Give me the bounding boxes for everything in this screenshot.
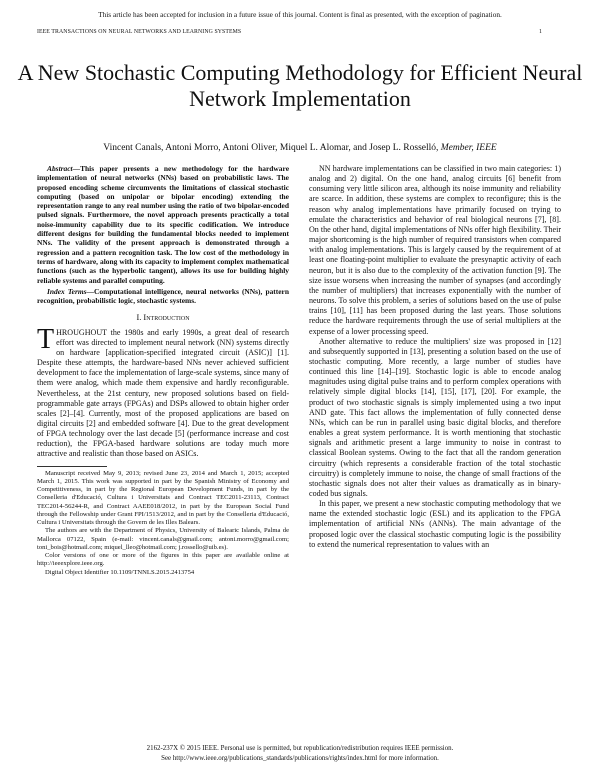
right-column — [309, 164, 561, 550]
footnote-divider — [37, 466, 107, 467]
intro-paragraph — [37, 323, 289, 460]
index-terms-label: Index Terms— — [47, 286, 94, 296]
permissions-line: See http://www.ieee.org/publications_standards/publications/rights/index.html for more information. — [161, 755, 439, 762]
index-terms-text: Computational intelligence, neural networks (NNs), pattern recognition, probabilistic logic, stochastic systems. — [37, 286, 289, 306]
author-names: Vincent Canals, Antoni Morro, Antoni Oliver, Miquel L. Alomar, and Josep L. Rosselló, — [103, 143, 439, 153]
paper-title: A New Stochastic Computing Methodology for Efficient Neural Network Implementation — [17, 60, 583, 111]
footnote-color: Color versions of one or more of the figures in this paper are available online at http://ieeexplore.ieee.org. — [37, 552, 289, 568]
author-list — [0, 143, 600, 153]
author-membership: Member, IEEE — [440, 143, 497, 153]
index-terms — [37, 287, 289, 306]
footnote-affiliation: The authors are with the Department of Physics, University of Balearic Islands, Palma de Mallorca 07122, Spain (e-mail: vincent.canals@gmail.com; antoni.morro@gmail.com; toni_bois@hotmail.com; miquel_lleo@hotmail.com; j.rossello@uib.es). — [37, 527, 289, 551]
body-paragraph: NN hardware implementations can be classified in two main categories: 1) analog and 2) digital. On the one hand, analog circuits [6] benefit from consuming very little silicon area, although its noise immunity and reliability are scarce. In addition, these systems are complex to reconfigure; this is the reason why analog implementations have primarily focused on trying to emulate the characteristics and behavior of real biological neurons [7], [8]. On the other hand, digital implementations of NNs offer high flexibility. Their major shortcoming is the high number of required transistors when compared with analog implementations. This is largely caused by the requirement of at least one floating-point multiplier to evaluate the presynaptic activity of each neuron, but it is also due to the complexity of the activation function [9]. The size issue worsens when increasing the number of synapses (and accordingly the number of multipliers) that increases exponentially with the number of neurons. To solve this problem, a series of solutions based on the use of pulse trains [10], [11] has been proposed during the last years. Those solutions reduce the hardware requirements through the use of serial multipliers at the expense of a lower processing speed. — [309, 164, 561, 336]
acceptance-notice: This article has been accepted for inclusion in a future issue of this journal. Content is final as presented, with the exception of pagination. — [98, 10, 502, 19]
intro-text: HROUGHOUT the 1980s and early 1990s, a great deal of research effort was directed to implement neural network (NN) systems directly on hardware [application-specified integrated circuit (ASIC)] [1]. Despite these attempts, the hardware-based NNs never achieved sufficient development to face the implementation of large-scale systems, since many of them were analog, which made them expensive and hardly reconfigurable. Nevertheless, at the 21st century, new proposed solutions based on field-programmable gate arrays (FPGAs) and DSPs allowed to obtain higher order scales [2]–[4]. Currently, most of the proposed applications are based on digital circuits [2] and embedded software [4]. Due to the great development of FPGA technology over the last decade [5] (performance increase and cost reduction), the FPGA-based hardware solutions are today much more attractive and realistic than those based on ASICs. — [37, 327, 289, 459]
page-number: 1 — [539, 29, 542, 35]
body-paragraph: Another alternative to reduce the multipliers' size was proposed in [12] and subsequently supported in [13], presenting a solution based on the use of stochastic computing. More recently, a large number of studies have continued this line [14]–[19]. Stochastic logic is able to encode analog magnitudes using digital pulse trains and to perform complex operations with relatively simple digital blocks [14], [15], [17], [20]. For example, the product of two stochastic signals is simply implemented using a two input AND gate. This fact allows the implementation of fully connected dense NNs, which can be run in parallel using basic digital blocks, and therefore enables a great system performance. It is worth mentioning that stochastic signals and arithmetic present a large immunity to noise in contrast to classical Boolean systems. Owing to the fact that all the random generation circuitry (which represents a considerable fraction of the total stochastic circuitry) is completely immune to noise, the change of small fractions of the stochastic signals does not alter their values as dramatically as in binary-coded bus signals. — [309, 336, 561, 498]
body-paragraph: In this paper, we present a new stochastic computing methodology that we name the extended stochastic logic (ESL) and its application to the FPGA implementation of artificial NNs (ANNs). The main advantage of the proposed logic over the classical stochastic computing logic is the possibility to extend the numerical representation to values with an — [309, 499, 561, 549]
journal-name: IEEE TRANSACTIONS ON NEURAL NETWORKS AND LEARNING SYSTEMS — [37, 29, 242, 35]
abstract — [37, 164, 289, 285]
abstract-text: This paper presents a new methodology for the hardware implementation of neural networks (NNs) based on probabilistic laws. The proposed encoding scheme circumvents the limitations of classical stochastic computing (based on unipolar or bipolar encoding) extending the representation range to any real number using the ratio of two bipolar-encoded pulsed signals. Furthermore, the novel approach presents practically a total noise-immunity capability due to its specific codification. We introduce different designs for building the fundamental blocks needed to implement NNs. The validity of the present approach is demonstrated through a regression and a pattern recognition task. The low cost of the methodology in terms of hardware, along with its capacity to implement complex mathematical functions (such as the hyperbolic tangent), allows its use for building highly reliable systems and parallel computing. — [37, 164, 289, 285]
drop-cap: T — [37, 323, 55, 355]
footnote-manuscript: Manuscript received May 9, 2013; revised June 23, 2014 and March 1, 2015; accepted March 1, 2015. This work was supported in part by the Spanish Ministry of Economy and Competitiveness, in part by the Regional European Development Funds, in part by the Conselleria d'Educació, Cultura i Universitats and Contract TEC2011-23113, Contract TEC2014-56244-R, and Contract AAEE018/2012, in part by the European Social Fund through the Fellowship under Grant FPI/1513/2012, and in part by the Conselleria d'Educació, Cultura i Universitats through the Govern de les Illes Balears. — [37, 469, 289, 527]
abstract-label: Abstract— — [47, 164, 81, 173]
left-column — [37, 164, 289, 577]
footnote-doi: Digital Object Identifier 10.1109/TNNLS.2015.2413754 — [45, 568, 195, 576]
section-heading-introduction: I. Introduction — [136, 313, 190, 323]
copyright-line: 2162-237X © 2015 IEEE. Personal use is permitted, but republication/redistribution requires IEEE permission. — [146, 745, 454, 752]
footnotes — [37, 466, 289, 577]
